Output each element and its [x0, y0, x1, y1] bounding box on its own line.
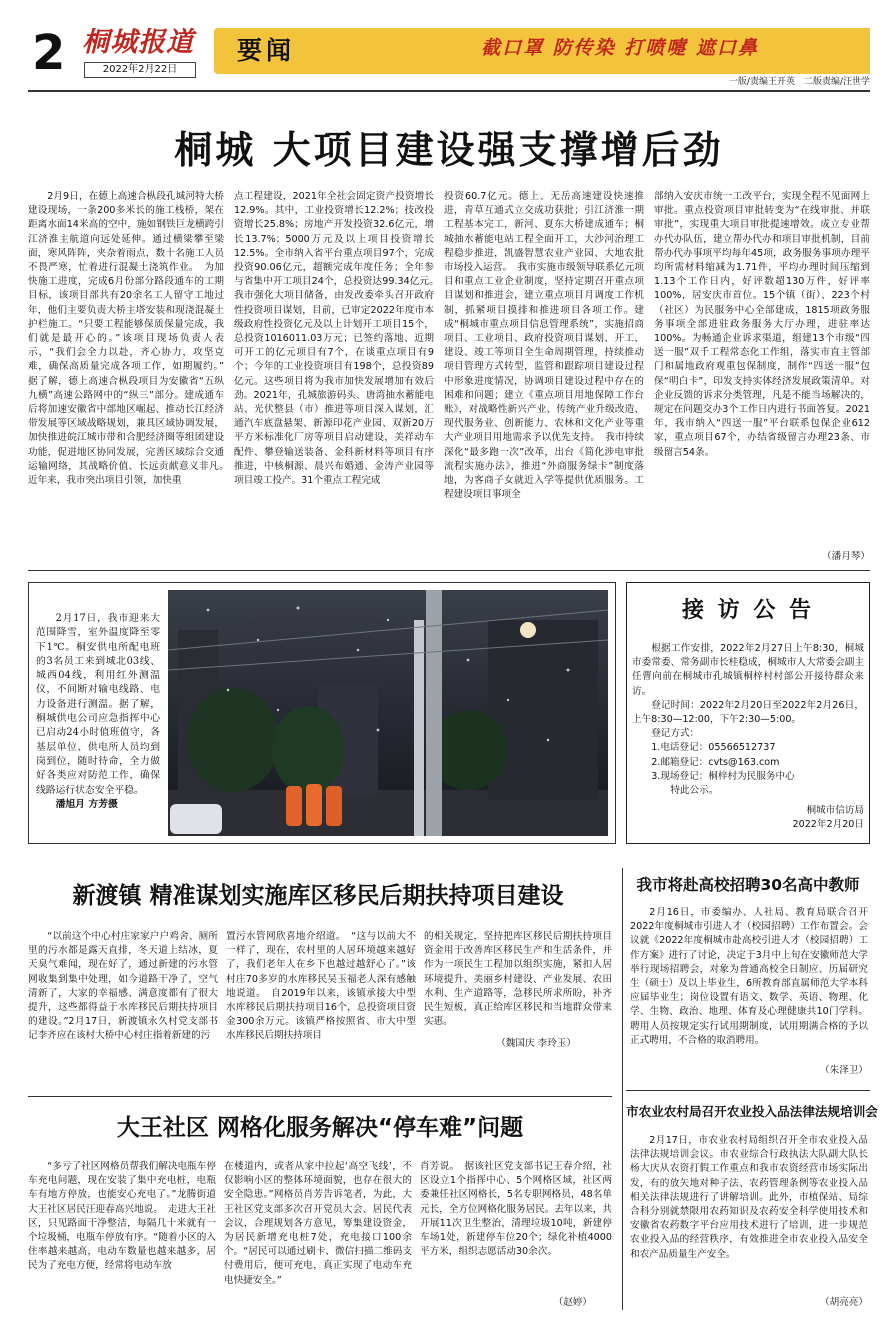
tree-left — [187, 688, 279, 792]
masthead — [0, 0, 887, 92]
tree-center — [272, 706, 344, 794]
main-story-byline: （潘月琴） — [818, 550, 870, 564]
notice-title: 接 访 公 告 — [682, 598, 814, 623]
recruit-bottom-rule — [626, 1090, 870, 1091]
notice-closing: 特此公示。 — [670, 785, 719, 797]
agri-text: 2月17日，市农业农村局组织召开全市农业投入品法律法规培训会议。市农业综合行政执法大队副大队长杨大庆从农资打假工作重点和我市农资经营市场实际出发，有的放矢地对种子法、农药管理条例等农业投入品相关法律法规进行了讲解培训。此外，市植保站、局综合科分别就禁限用农药知识及农药安全科学使用技术和安徽省农药数字平台应用技术进行了培训，进一步规范农业投入品的经营秩序，有效推进全市农业投入品安全和农产品质量生产安全。 — [630, 1135, 868, 1260]
xindu-bottom-rule — [28, 1096, 612, 1097]
parked-car — [170, 804, 222, 834]
xindu-col-2 — [226, 930, 416, 1086]
photo-credit: 潘旭月 方芳摄 — [55, 798, 118, 810]
recruit-text: 2月16日，市委编办、人社局、教育局联合召开2022年度桐城市引进人才（校园招聘）工作布置会。会议就《2022年度桐城市赴高校引进人才（校园招聘）工作方案》进行了讨论，决定于3月中上旬在安徽师范大学举行现场招聘会，对象为普通高校全日制应、历届研究生（硕士）及以上毕业生，6所教育部直属师范大学本科应届毕业生；岗位设置有语文、数学、英语、物理、化学、生物、政治、地理、体育及心理健康共10门学科。聘用人员按规定实行试用期制度，试用期满合格的予以正式聘用，不合格的取消聘用。 — [630, 907, 868, 1046]
main-story-text-3: 投资60.7亿元。德上、无岳高速建设快速推进，青草互通式立交成功获批；引江济淮一期工程基本完工，新河、夏东大桥建成通车；桐城抽水蓄能电站工程全面开工，大沙河治理工程稳步推进，凯盛智慧农业产业园、大地农批市场投入运营。 我市实施市级领导联系亿元项目和重点工业企业制度，坚持定期召开重点项目谋划和推进会，建立重点项目月调度工作机制，抓紧项目摸排和推进项目各项工作。建成“桐城市重点项目信息管理系统”，实施招商项目、工业项目、政府投资项目谋划、开工、建设、竣工等项目全生命周期管理，持续推动项目管理方式转型，监管和跟踪项目建设过程中形象进度情况，协调项目建设过程中存在的困难和问题；建立《重点项目用地保障工作台账》，对战略性新兴产业、传统产业升级改造、现代服务业、创新能力、农林和文化产业等重大产业项目用地需求予以优先支持。 我市持续深化“最多跑一次”改革，出台《简化涉电审批流程实施办法》，推进“外商服务绿卡”制度落地，为客商子女就近入学等提供优质服务。工程建设项目事项全 — [444, 191, 644, 501]
xindu-text-3: 的相关规定，坚持把库区移民后期扶持项目资金用于改善库区移民生产和生活条件，并作为一项民生工程加以组织实施，紧扣人居环境提升、美丽乡村建设、产业发展、农田水利、生产道路等，急移民所求所盼，补齐民生短板，真正给库区移民和当地群众带来实惠。 — [424, 931, 612, 1028]
recruit-byline: （朱泽卫） — [816, 1064, 868, 1078]
dawang-text-3: 肖芳说。 据该社区党支部书记王春介绍，社区设立1个指挥中心、5个网格区域，社区两委兼任社区网格长，5名专职网格员，48名单元长，全方位网格化服务居民。去年以来，共开展11次卫生整治，清理垃圾10吨，新建停车场1处，新建停车位20个；绿化补植4000平方米，组织志愿活动30余次。 — [420, 1161, 612, 1258]
agri-body — [630, 1134, 868, 1310]
worker-3 — [326, 786, 342, 826]
masthead-rule — [28, 90, 870, 92]
notice-method-1: 1.电话登记：05566512737 — [651, 742, 776, 754]
notice-method-2: 2.邮箱登记：cvts@163.com — [651, 756, 780, 768]
worker-1 — [286, 786, 302, 826]
recruit-body — [630, 906, 868, 1078]
slogan-text: 截口罩 防传染 打喷嚏 遮口鼻 — [481, 37, 759, 59]
section-title: 要闻 — [236, 36, 295, 65]
main-story-bottom-rule — [28, 570, 870, 571]
main-story-col-3 — [444, 190, 644, 564]
recruit-headline: 我市将赴高校招聘30名高中教师 — [636, 876, 860, 894]
worker-2 — [306, 784, 322, 826]
dawang-col-2 — [224, 1160, 412, 1310]
photo-caption — [36, 612, 160, 832]
dawang-headline: 大王社区 网格化服务解决“停车难”问题 — [116, 1115, 524, 1141]
xindu-col-1 — [28, 930, 218, 1086]
xindu-byline: （魏国庆 李玲玉） — [496, 1038, 576, 1050]
main-story-col-4 — [654, 190, 870, 564]
photo-caption-text: 2月17日，我市迎来大范围降雪，室外温度降至零下1℃。桐安供电所配电班的3名员工来到城北03线、城西04线，利用红外测温仪，不间断对输电线路、电力设备进行测温。据了解，桐城供电公司应急指挥中心已启动24小时值班值守，各基层单位、供电所人员均到岗到位，随时待命，全力做好各类应对防范工作，确保线路运行状态安全平稳。 — [36, 613, 160, 796]
notice-para-2: 登记时间：2022年2月20日至2022年2月26日，上午8:30—12:00，下午2:30—5:00。 — [632, 699, 864, 726]
notice-method-3: 3.现场登记：桐梓村为民服务中心 — [651, 770, 795, 782]
page-number: 2 — [32, 25, 66, 81]
dawang-col-3 — [420, 1160, 612, 1310]
agri-headline: 市农业农村局召开农业投入品法律法规培训会 — [626, 1104, 878, 1119]
utility-pole — [426, 590, 442, 836]
street-light — [520, 622, 536, 638]
xindu-headline: 新渡镇 精准谋划实施库区移民后期扶持项目建设 — [72, 883, 564, 909]
dawang-byline: （赵婷） — [550, 1296, 592, 1310]
dawang-text-1: “多亏了社区网格员帮我们解决电瓶车停车充电问题，现在安装了集中充电桩，电瓶车有地方停放，也能安心充电了。”龙腾街道大王社区居民汪迎春高兴地说。 走进大王社区，只见路面干净整洁，每隔几十米就有一个垃圾桶，电瓶车停放有序。“随着小区的入住率越来越高，电动车数量也越来越多，居民为了充电方便，经常将电动车放 — [28, 1161, 216, 1272]
dawang-col-1 — [28, 1160, 216, 1310]
main-story-text-1: 2月9日，在德上高速合枞段孔城河特大桥建设现场，一条200多米长的施工栈桥，架在距离水面14米高的空中，施如钢铁巨龙横跨引江济淮主航道向远处延伸。通过横梁攀至梁面，寒风阵阵，夹杂着雨点，数十名施工人员不畏严寒，忙着进行混凝土浇筑作业。 为加快施工进度，完成6月份部分路段通车的工期目标，该项目部共有20余名工人留守工地过年，他们主要负责大桥主塔安装和现浇混凝土护栏施工。“只要工程能够保质保量完成，我们就是最开心的。”该项目现场负责人表示，“我们会全力以赴，齐心协力，攻坚克难，确保高质量完成各项工作，如期履约。” 据了解，德上高速合枞段项目为安徽省“五纵九横”高速公路网中的“纵三”部分。建成通车后将加速安徽省中部地区崛起、推动长江经济带发展等区域战略规划，兼具区域协调发展，加快推进皖江城市带和合肥经济圈等组团建设功能，促进地区协同发展，完善区域综合交通运输网络，其战略价值、长远贡献意义非凡。 近年来，我市突出项目引领，加快重 — [28, 191, 234, 487]
main-story-col-1 — [28, 190, 234, 564]
snow-scene-photo — [168, 590, 608, 836]
agri-byline: （胡亮亮） — [816, 1296, 868, 1310]
notice-body — [632, 642, 864, 838]
editor-credits: 一版/责编王开英 二版责编/汪世学 — [728, 77, 870, 87]
xindu-text-1: “以前这个中心村庄家家户户鸡舍、厕所里的污水都是露天直排，冬天道上结冰，夏天臭气难闻，现在好了，通过新建的污水管网收集到集中处理，如今道路干净了，空气清新了，大家的幸福感、满意度都有了很大提升，这些都得益于水库移民后期扶持项目的建设。”2月17日，新渡镇永久村党支部书记李齐应在该村大桥中心村庄指着新建的污 — [28, 931, 218, 1042]
notice-date: 2022年2月20日 — [792, 819, 864, 831]
main-story-text-2: 点工程建设，2021年全社会固定资产投资增长12.9%。其中，工业投资增长12.2%；技改投资增长25.8%；房地产开发投资32.6亿元，增长13.7%；5000万元及以上项目投资增长12.5%。全市纳入省平台重点项目97个，完成投资90.06亿元，超额完成年度任务；全年参与省集中开工项目24个，总投资达99.34亿元。 我市强化大项目储备，由发改委牵头召开政府性投资项目谋划，目前，已审定2022年度市本级政府性投资亿元及以上计划开工项目15个，总投资1016011.03万元；已签约落地、近期可开工的亿元项目有7个，在谈重点项目有9个；今年的工业投资项目有198个，总投资89亿元。这些项目将为我市加快发展增加有效后劲。2021年，孔城旅游码头、唐湾抽水蓄能电站、光伏整县（市）推进等项目深入谋划，汇通汽车底盘悬架、新源印花产业园、双新20万平方米标准化厂房等项目启动建设，美祥动车配件、攀登输送装备、金科新材料等项目有序推进，中核桐源、晨兴布婚通、金涛产业园等项目竣工投产。31个重点工程完成 — [234, 191, 444, 487]
notice-para-1: 根据工作安排，2022年2月27日上午8:30，桐城市委常委、常务副市长桂稳成，桐城市人大常委会副主任曹向前在桐城市孔城镇桐梓村村部公开接待群众来访。 — [632, 643, 864, 697]
main-story-text-4: 部纳入安庆市统一工改平台，实现全程不见面网上审批。重点投资项目审批转变为“在线审批、并联审批”，实现重大项目审批提速增效。成立专业帮办代办队伍，建立帮办代办和项目审批机制，目前帮办代办事项平均每年45项，政务服务事项办理平均所需材料缩减为1.71件，平均办理时间压缩到1.13个工作日内，好评数超130万件，好评率100%，居安庆市首位。15个镇（街）、223个村（社区）为民服务中心全部建成，1815项政务服务事项全部进驻政务服务大厅办理，进驻率达100%。为畅通企业诉求渠道，组建13个市级“四送一服”双千工程常态化工作组，落实市直主管部门和属地政府观重包保制度，制作“四送一服”包保“明白卡”，印发支持实体经济发展政策清单。对企业反馈的诉求分类管理，凡是不能当场解决的，规定在问题交办3个工作日内进行书面答复。2021年，我市纳入“四送一服”平台联系包保企业612家，重点项目67个，办结省级留言办理23条、市级留言54条。 — [654, 191, 870, 458]
xindu-text-2: 置污水管网欣喜地介绍道。 “这与以前大不一样了，现在，农村里的人居环境越来越好了，我们老年人在乡下也越过越舒心了。”该村庄70多岁的水库移民吴玉福老人深有感触地说道。 自2019年以来，该镇承接大中型水库移民后期扶持项目16个，总投资项目资金300余万元。该镇严格按照省、市大中型水库移民后期扶持项目 — [226, 931, 416, 1042]
notice-org: 桐城市信访局 — [806, 805, 864, 817]
dawang-text-2: 在楼道内，或者从家中拉起‘高空飞线’，不仅影响小区的整体环境面貌，也存在很大的安全隐患。”网格员肖芳告诉笔者，为此，大王社区党支部多次召开党员大会、居民代表会议，合理规划各方意见，筹集建设资金，为居民新增充电桩7处，充电接口100余个。“居民可以通过刷卡、微信扫描二维码支付费用后，便可充电，真正实现了电动车充电快捷安全。” — [224, 1161, 412, 1286]
notice-methods-label: 登记方式： — [651, 728, 700, 740]
main-story-col-2 — [234, 190, 444, 564]
issue-date: 2022年2月22日 — [84, 62, 196, 78]
paper-name-logo: 桐城报道 — [82, 27, 194, 58]
main-headline: 桐城 大项目建设强支撑增后劲 — [174, 128, 724, 172]
xindu-col-3 — [424, 930, 612, 1086]
